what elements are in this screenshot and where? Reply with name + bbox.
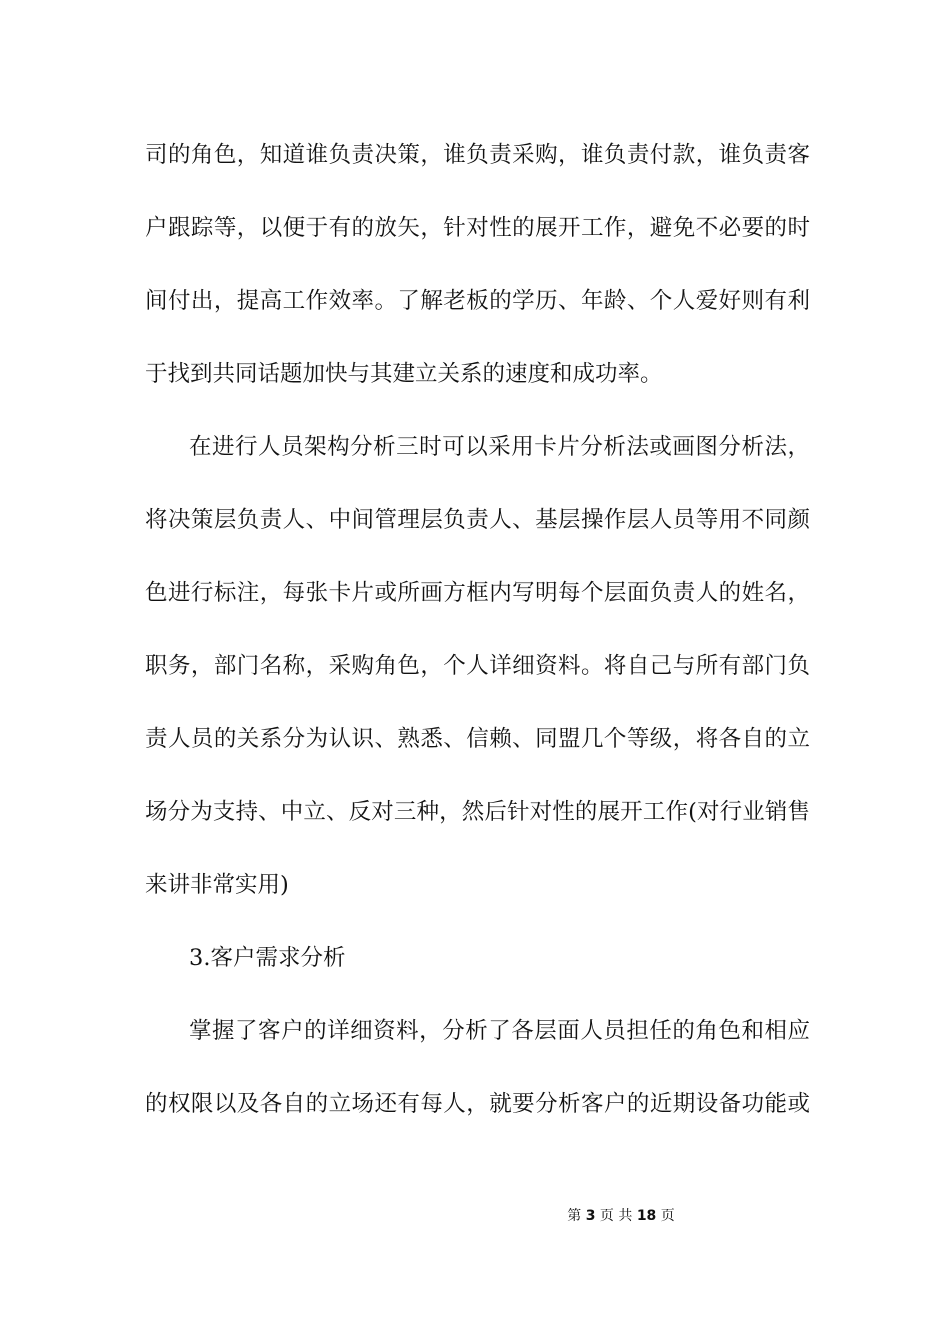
text-line: 色进行标注，每张卡片或所画方框内写明每个层面负责人的姓名， (145, 580, 810, 606)
text-line: 的权限以及各自的立场还有每人，就要分析客户的近期设备功能或 (145, 1091, 810, 1117)
text-line: 责人员的关系分为认识、熟悉、信赖、同盟几个等级，将各自的立 (145, 726, 810, 752)
text-line: 间付出，提高工作效率。了解老板的学历、年龄、个人爱好则有利 (145, 288, 810, 314)
text-line: 户跟踪等，以便于有的放矢，针对性的展开工作，避免不必要的时 (145, 215, 810, 241)
text-line: 司的角色，知道谁负责决策，谁负责采购，谁负责付款，谁负责客 (145, 142, 810, 168)
text-line: 职务，部门名称，采购角色，个人详细资料。将自己与所有部门负 (145, 653, 810, 679)
footer-middle: 页 共 (599, 1208, 633, 1224)
text-line: 来讲非常实用) (145, 872, 289, 898)
footer-prefix: 第 (567, 1208, 582, 1224)
text-line: 在进行人员架构分析三时可以采用卡片分析法或画图分析法， (189, 434, 810, 460)
text-line: 掌握了客户的详细资料，分析了各层面人员担任的角色和相应 (189, 1018, 810, 1044)
text-line: 场分为支持、中立、反对三种，然后针对性的展开工作(对行业销售 (145, 799, 810, 825)
page-total: 18 (636, 1208, 657, 1224)
page-number: 3 (585, 1208, 596, 1224)
body-text (145, 130, 810, 1152)
page-footer (0, 1206, 950, 1226)
section-heading: 3.客户需求分析 (189, 945, 346, 971)
text-line: 将决策层负责人、中间管理层负责人、基层操作层人员等用不同颜 (145, 507, 810, 533)
footer-suffix: 页 (660, 1208, 675, 1224)
text-line: 于找到共同话题加快与其建立关系的速度和成功率。 (145, 361, 663, 387)
